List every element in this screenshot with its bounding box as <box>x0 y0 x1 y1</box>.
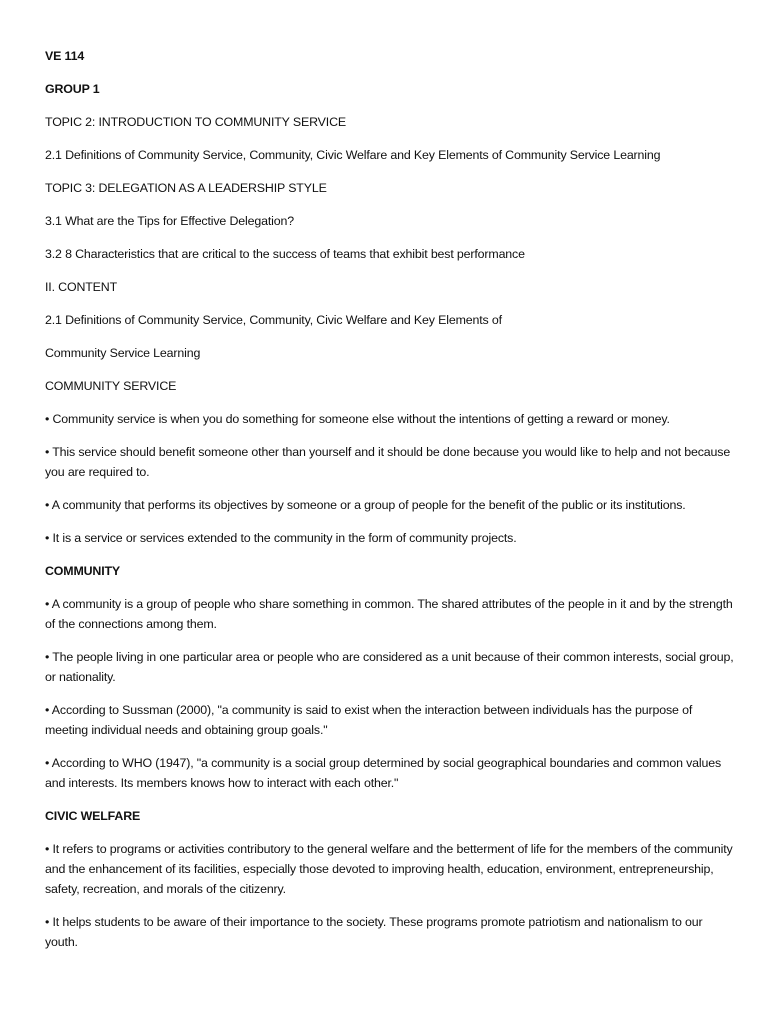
community-heading: COMMUNITY <box>45 564 121 578</box>
community-bullet: • According to WHO (1947), "a community is a social group determined by social geographical boundaries and common values and interests. Its members knows how to interact with each other." <box>45 756 722 790</box>
civic-welfare-bullet: • It helps students to be aware of their importance to the society. These programs promote patriotism and nationalism to our youth. <box>45 915 703 949</box>
community-bullet: • The people living in one particular area or people who are considered as a unit because of their common interests, social group, or nationality. <box>45 650 734 684</box>
civic-welfare-heading: CIVIC WELFARE <box>45 809 141 823</box>
document-page <box>45 46 735 965</box>
community-bullet: • A community is a group of people who share something in common. The shared attributes of the people in it and by the strength of the connections among them. <box>45 597 733 631</box>
civic-welfare-bullet: • It refers to programs or activities contributory to the general welfare and the betterment of life for the members of the community and the enhancement of its facilities, especially those devoted to improving health, education, environment, entrepreneurship, safety, recreation, and morals of the citizenry. <box>45 842 733 896</box>
community-service-heading: COMMUNITY SERVICE <box>45 379 177 393</box>
topic-2-1-line: 2.1 Definitions of Community Service, Community, Civic Welfare and Key Elements of Community Service Learning <box>45 148 661 162</box>
community-bullet: • According to Sussman (2000), "a community is said to exist when the interaction between individuals has the purpose of meeting individual needs and obtaining group goals." <box>45 703 693 737</box>
community-service-bullet: • A community that performs its objectives by someone or a group of people for the benefit of the public or its institutions. <box>45 498 686 512</box>
content-heading: II. CONTENT <box>45 280 118 294</box>
course-code: VE 114 <box>45 49 85 63</box>
content-2-1-line-2: Community Service Learning <box>45 346 201 360</box>
community-service-bullet: • It is a service or services extended to the community in the form of community projects. <box>45 531 517 545</box>
topic-3-1-line: 3.1 What are the Tips for Effective Delegation? <box>45 214 294 228</box>
topic-2-heading: TOPIC 2: INTRODUCTION TO COMMUNITY SERVICE <box>45 115 346 129</box>
content-2-1-line-1: 2.1 Definitions of Community Service, Community, Civic Welfare and Key Elements of <box>45 313 502 327</box>
group-label: GROUP 1 <box>45 82 100 96</box>
topic-3-2-line: 3.2 8 Characteristics that are critical to the success of teams that exhibit best performance <box>45 247 525 261</box>
community-service-bullet: • Community service is when you do something for someone else without the intentions of getting a reward or money. <box>45 412 670 426</box>
topic-3-heading: TOPIC 3: DELEGATION AS A LEADERSHIP STYLE <box>45 181 327 195</box>
community-service-bullet: • This service should benefit someone other than yourself and it should be done because you would like to help and not because you are required to. <box>45 445 731 479</box>
